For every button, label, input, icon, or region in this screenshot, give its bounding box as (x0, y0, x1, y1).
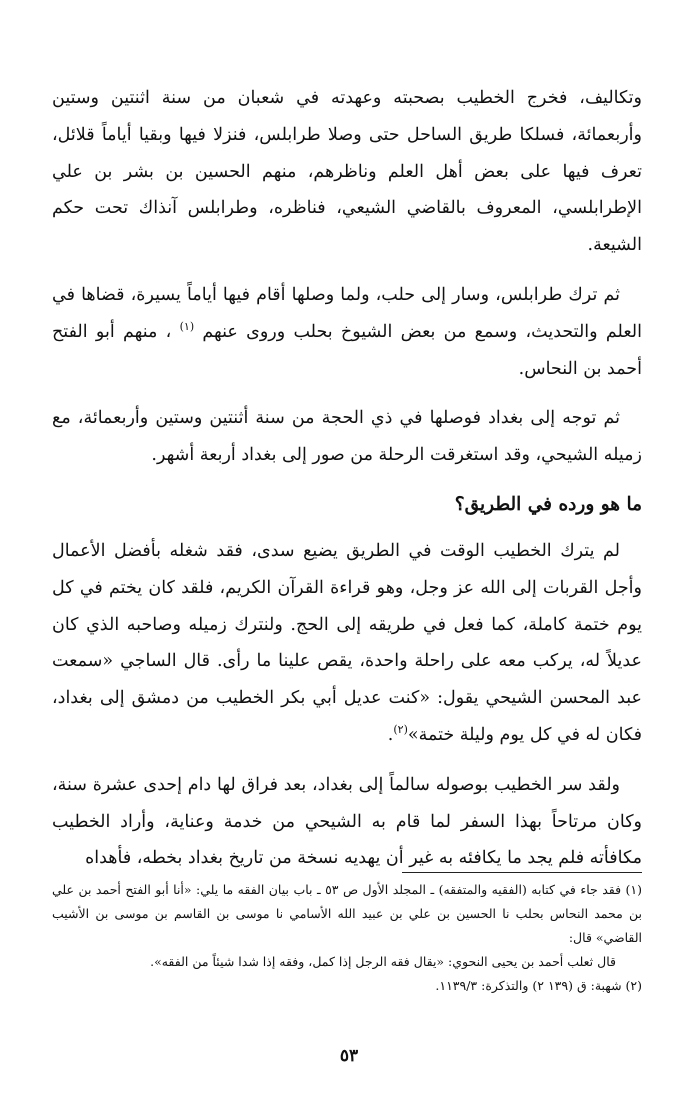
footnote-1: (١) فقد جاء في كتابه (الفقيه والمتفقه) ـ المجلد الأول ص ٥٣ ـ باب بيان الفقه ما يلي: «أنا أبو الفتح أحمد بن علي بن محمد النحاس بحلب نا الحسين بن علي بن عبيد الله الأسامي نا موسى بن القاسم بن موسى بن الأشيب القاضي» قال: (52, 882, 642, 945)
footnote-ref-2[interactable]: (٢) (393, 723, 408, 737)
paragraph-4-text-a: لم يترك الخطيب الوقت في الطريق يضيع سدى، فقد شغله بأفضل الأعمال وأجل القربات إلى الله عز وجل، وهو قراءة القرآن الكريم، فلقد كان يختم في كل يوم ختمة كاملة، كما فعل في طريقه إلى الحج. ولنترك زميله وصاحبه الذي كان عديلاً له، يركب معه على راحلة واحدة، يقص علينا ما رأى. قال الساجي «سمعت عبد المحسن الشيحي يقول: «كنت عديل أبي بكر الخطيب من دمشق إلى بغداد، فكان له في كل يوم وليلة ختمة» (52, 540, 642, 745)
footnote-1-quote: قال ثعلب أحمد بن يحيى النحوي: «يقال فقه الرجل إذا كمل، وفقه إذا شدا شيئاً من الفقه». (150, 954, 616, 969)
section-heading: ما هو ورده في الطريق؟ (454, 493, 642, 515)
main-text (52, 80, 642, 890)
paragraph-5: ولقد سر الخطيب بوصوله سالماً إلى بغداد، بعد فراق لها دام إحدى عشرة سنة، وكان مرتاحاً بهذا السفر لما قام به الشيحي من خدمة وعناية، وأراد الخطيب مكافأته فلم يجد ما يكافئه به غير أن يهديه نسخة من تاريخ بغداد بخطه، فأهداه (52, 774, 642, 869)
paragraph-1: وتكاليف، فخرج الخطيب بصحبته وعهدته في شعبان من سنة اثنتين وستين وأربعمائة، فسلكا طريق الساحل حتى وصلا طرابلس، فنزلا فيها وبقيا أياماً قلائل، تعرف فيها على بعض أهل العلم وناظرهم، منهم الحسين بن بشر بن علي الإطرابلسي، المعروف بالقاضي الشيعي، فناظره، وطرابلس آنذاك تحت حكم الشيعة. (52, 88, 642, 256)
paragraph-4-text-b: . (387, 724, 394, 745)
page-number: ٥٣ (339, 1046, 359, 1066)
footnote-2: (٢) شهبة: ق (١٣٩ ٢) والتذكرة: ١١٣٩/٣. (435, 978, 642, 993)
paragraph-4 (52, 533, 642, 754)
footnote-divider (402, 872, 642, 873)
paragraph-3: ثم توجه إلى بغداد فوصلها في ذي الحجة من سنة أثنتين وستين وأربعمائة، مع زميله الشيحي، وقد استغرقت الرحلة من صور إلى بغداد أربعة أشهر. (52, 408, 642, 466)
paragraph-2 (52, 277, 642, 387)
footnotes (52, 878, 642, 998)
footnote-ref-1[interactable]: (١) (179, 319, 195, 333)
paragraph-2-text-b: ، منهم أبو الفتح أحمد بن النحاس. (52, 321, 642, 379)
paragraph-2-text-a: ثم ترك طرابلس، وسار إلى حلب، ولما وصلها أقام فيها أياماً يسيرة، قضاها في العلم والتحديث، وسمع من بعض الشيوخ بحلب وروى عنهم (52, 284, 642, 342)
